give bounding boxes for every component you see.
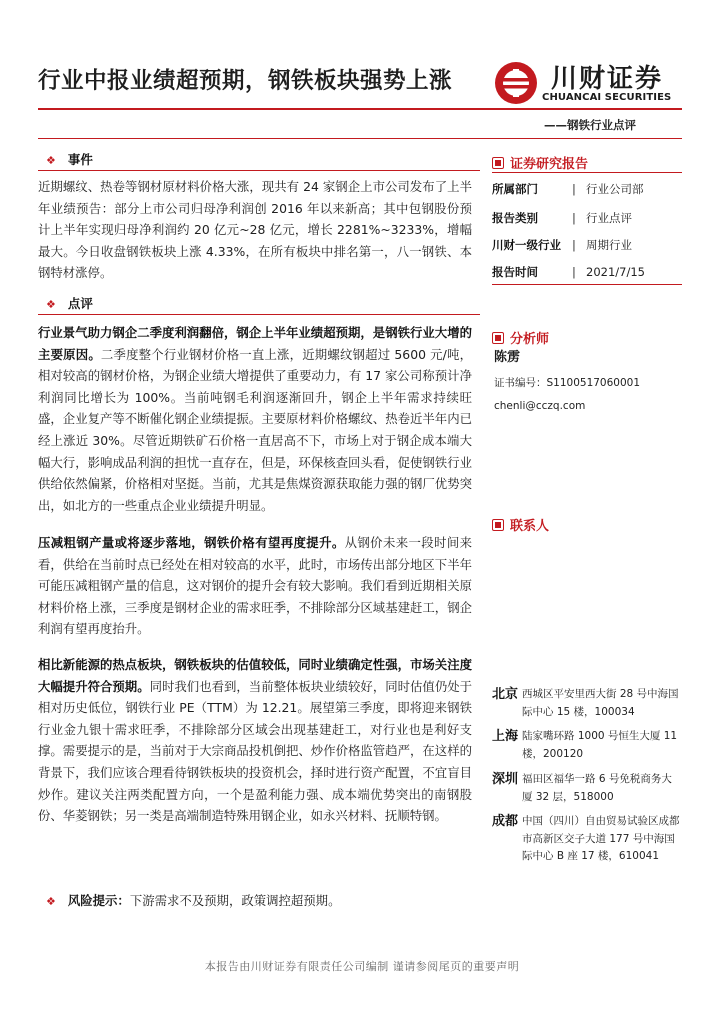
sidebar-divider — [492, 172, 682, 173]
office-city: 深圳 — [492, 772, 519, 787]
company-logo-icon — [494, 61, 538, 105]
header-divider-thin — [38, 138, 682, 139]
comment-paragraph-1: 行业景气助力钢企二季度利润翻倍，钢企上半年业绩超预期，是钢铁行业大增的主要原因。二季度整个行业钢材价格一直上涨，近期螺纹钢超过 5600 元/吨，相对较高的钢材价格，为钢企业绩大增提供了重要动力，有 17 家公司称预计净利润同比增长为 100%。当前吨钢毛利润逐渐回升，钢企上半年需求持续旺盛，企业复产等不断催化钢企业绩提振。主要原材料价格螺纹、热卷近半年内已经上涨近 30%。尽管近期铁矿石价格一直居高不下，市场上对于钢企成本端大幅大行，影响成品利润的担忧一直存在，但是，环保核查回头看，促使钢铁行业供给依然偏紧，价格相对坚挺。当前，尤其是焦煤资源获取能力强的钢厂优势突出，如北方的一些重点企业业绩提升明显。 — [38, 325, 473, 513]
diamond-bullet-icon: ❖ — [46, 895, 56, 908]
office-address: 西城区平安里西大街 28 号中海国际中心 15 楼，100034 — [522, 688, 679, 718]
comment-paragraph-3: 相比新能源的热点板块，钢铁板块的估值较低，同时业绩确定性强，市场关注度大幅提升符合预期。同时我们也看到，当前整体板块业绩较好，同时估值仍处于相对历史低位，钢铁行业 PE（TTM）为 12.21。展望第三季度，即将迎来钢铁行业金九银十需求旺季，不排除部分区域会出现基建赶工，对行业也是利好支撑。需要提示的是，当前对于大宗商品投机倒把、炒作价格监管趋严，在这样的背景下，我们应该合理看待钢铁板块的投资机会，择时进行资产配置，不宜盲目炒作。建议关注两类配置方向，一个是盈利能力强、成本端优势突出的南钢股份、华菱钢铁；另一类是高端制造特殊用钢企业，如永兴材料、抚顺特钢。 — [38, 657, 473, 824]
events-divider — [38, 170, 480, 171]
office-address: 陆家嘴环路 1000 号恒生大厦 11 楼，200120 — [522, 730, 678, 760]
report-subtitle: ——钢铁行业点评 — [544, 118, 636, 132]
section-marker-icon — [492, 157, 504, 169]
risk-text: 下游需求不及预期，政策调控超预期。 — [129, 893, 341, 908]
comment-paragraph-2: 压减粗钢产量或将逐步落地，钢铁价格有望再度提升。从钢价未来一段时间来看，供给在当前时点已经处在相对较高的水平，此时，市场传出部分地区下半年可能压减粗钢产量的信息，这对钢价的提升会有较大影响。我们看到近期相关原材料价格上涨，三季度是钢材企业的需求旺季，不排除部分区域基建赶工，钢企利润有望再度抬升。 — [38, 535, 473, 637]
sidebar-divider — [492, 284, 682, 285]
office-address: 福田区福华一路 6 号免税商务大厦 32 层，518000 — [522, 773, 672, 803]
office-city: 上海 — [492, 729, 519, 744]
report-title: 行业中报业绩超预期，钢铁板块强势上涨 — [38, 68, 453, 94]
diamond-bullet-icon: ❖ — [46, 298, 56, 311]
report-type-heading: 证券研究报告 — [492, 153, 588, 172]
events-heading: ❖ 事件 — [46, 152, 93, 167]
risk-label: 风险提示： — [67, 893, 130, 908]
section-marker-icon — [492, 332, 504, 344]
analyst-email[interactable]: chenli@cczq.com — [494, 400, 586, 412]
info-row-industry: 川财一级行业 | 周期行业 — [492, 238, 632, 252]
diamond-bullet-icon: ❖ — [46, 154, 56, 167]
page-footer: 本报告由川财证券有限责任公司编制 谨请参阅尾页的重要声明 — [204, 960, 520, 973]
office-city: 成都 — [492, 814, 519, 829]
analyst-name: 陈雳 — [494, 350, 521, 365]
analyst-cert: 证书编号：S1100517060001 — [494, 377, 641, 389]
header-divider — [38, 108, 682, 110]
logo-name-cn: 川财证券 — [551, 64, 664, 94]
info-row-date: 报告时间 | 2021/7/15 — [492, 265, 645, 279]
analyst-heading: 分析师 — [492, 328, 549, 347]
info-row-category: 报告类别 | 行业点评 — [492, 211, 632, 225]
office-city: 北京 — [492, 687, 519, 702]
comment-divider — [38, 314, 480, 315]
comment-heading: ❖ 点评 — [46, 296, 93, 311]
contact-heading: 联系人 — [492, 515, 549, 534]
section-marker-icon — [492, 519, 504, 531]
office-address: 中国（四川）自由贸易试验区成都市高新区交子大道 177 号中海国际中心 B 座 17 楼，610041 — [522, 815, 680, 862]
logo-name-en: CHUANCAI SECURITIES — [542, 92, 672, 103]
info-row-department: 所属部门 | 行业公司部 — [492, 182, 644, 196]
risk-note — [46, 891, 340, 909]
events-text: 近期螺纹、热卷等钢材原材料价格大涨，现共有 24 家钢企上市公司发布了上半年业绩预告：部分上市公司归母净利润创 2016 年以来新高；其中包钢股份预计上半年实现归母净利润约 20 亿元~28 亿元，增长 2281%~3233%，增幅最大。今日收盘钢铁板块上涨 4.33%，在所有板块中排名第一，八一钢铁、本钢特材涨停。 — [38, 179, 472, 281]
